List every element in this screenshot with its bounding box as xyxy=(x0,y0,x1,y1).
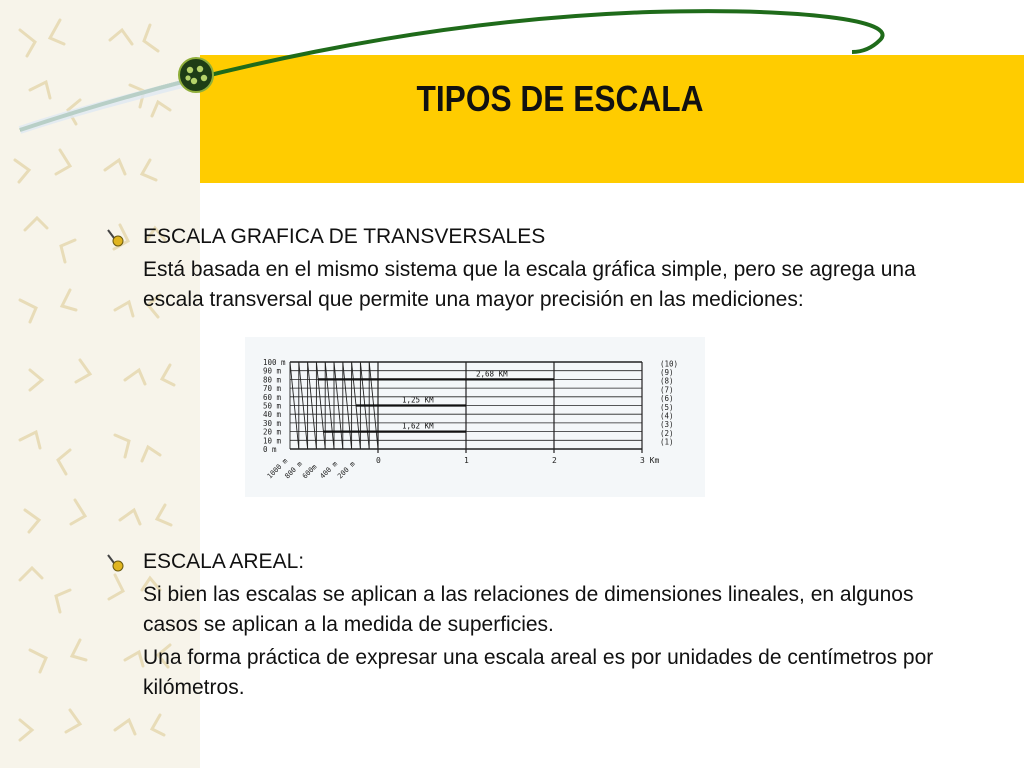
sub-label: 800 m xyxy=(283,459,304,481)
y-label: 30 m xyxy=(263,418,282,428)
bullet-item xyxy=(105,547,945,577)
sub-label: 600m xyxy=(300,462,319,481)
y-label: 40 m xyxy=(263,410,282,420)
right-label: (10) xyxy=(660,359,679,369)
y-label: 60 m xyxy=(263,392,282,402)
right-label: (4) xyxy=(660,411,674,421)
y-label: 100 m xyxy=(263,358,286,367)
y-label: 80 m xyxy=(263,375,282,385)
section1-text: Está basada en el mismo sistema que la escala gráfica simple, pero se agrega una escala transversal que permite una mayor precisión en las mediciones: xyxy=(143,258,916,311)
section2-heading: ESCALA AREAL: xyxy=(143,550,305,573)
y-label: 50 m xyxy=(263,401,282,411)
right-label: (1) xyxy=(660,437,674,447)
sub-label: 1000 m xyxy=(265,456,290,481)
section2-text2: Una forma práctica de expresar una escala areal es por unidades de centímetros por kilómetros. xyxy=(143,646,934,699)
measurement-label: 1,25 KM xyxy=(402,395,434,405)
right-label: (5) xyxy=(660,402,674,412)
bullet-item xyxy=(105,222,945,252)
right-label: (6) xyxy=(660,394,674,404)
x-label: 1 xyxy=(464,456,469,465)
bullet-icon xyxy=(105,228,127,248)
slide-content xyxy=(105,222,945,703)
x-label: 2 xyxy=(552,456,557,465)
transversal-scale-chart xyxy=(245,337,705,497)
y-label: 20 m xyxy=(263,427,282,437)
section1-heading: ESCALA GRAFICA DE TRANSVERSALES xyxy=(143,225,546,248)
right-label: (2) xyxy=(660,428,674,438)
sub-label: 400 m xyxy=(318,459,340,481)
right-label: (7) xyxy=(660,385,674,395)
y-label: 70 m xyxy=(263,384,282,394)
chart-area xyxy=(105,315,945,547)
x-label: 0 xyxy=(376,456,381,465)
measurement-label: 1,62 KM xyxy=(402,421,434,431)
bullet-icon xyxy=(105,553,127,573)
scale-svg xyxy=(245,337,705,497)
measurement-label: 2,68 KM xyxy=(476,369,508,379)
section2-text1: Si bien las escalas se aplican a las relaciones de dimensiones lineales, en algunos casos se aplican a la medida de superficies. xyxy=(143,583,914,636)
y-label: 90 m xyxy=(263,366,282,376)
right-label: (9) xyxy=(660,368,674,378)
sub-label: 200 m xyxy=(336,459,357,481)
x-label: 3 Km xyxy=(640,456,660,465)
y-label: 0 m xyxy=(263,445,277,454)
y-label: 10 m xyxy=(263,436,282,446)
slide-title: TIPOS DE ESCALA xyxy=(416,78,704,119)
right-label: (8) xyxy=(660,376,674,386)
right-label: (3) xyxy=(660,420,674,430)
